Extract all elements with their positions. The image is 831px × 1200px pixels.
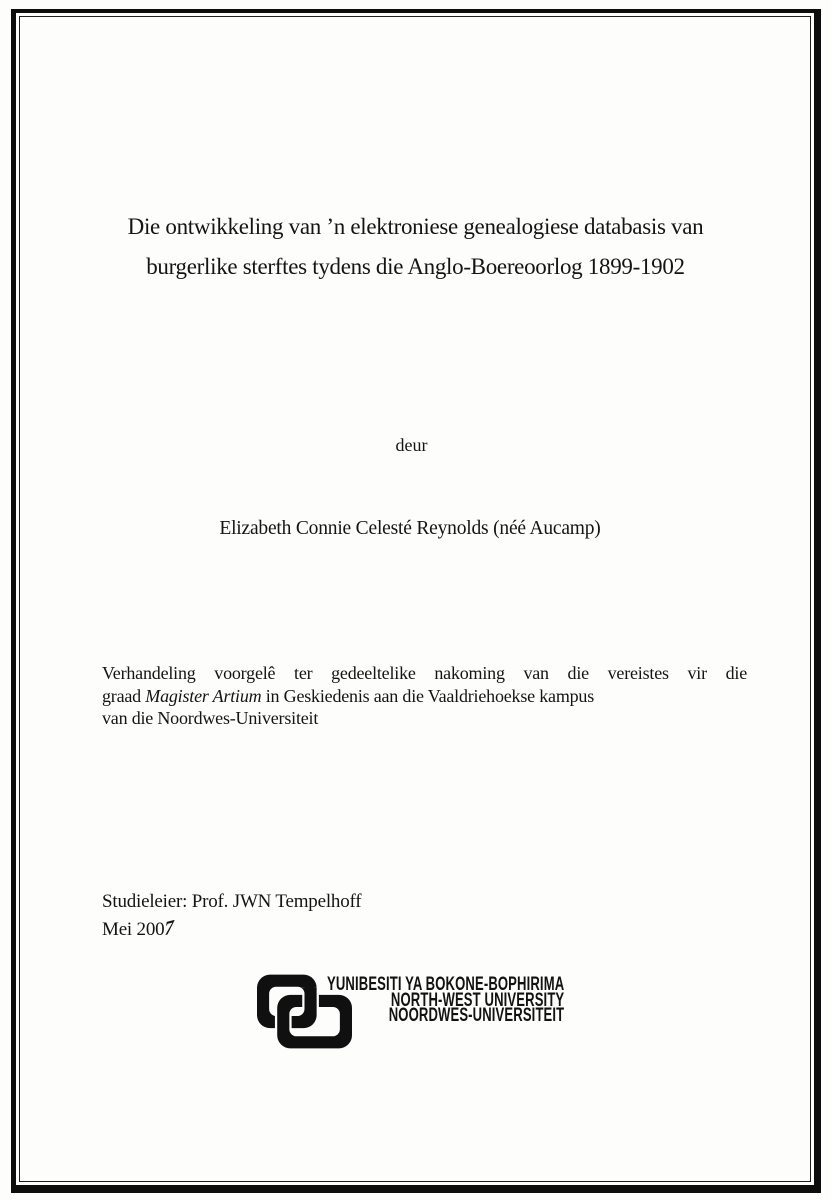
thesis-statement	[102, 662, 747, 730]
author-name: Elizabeth Connie Celesté Reynolds (néé Aucamp)	[219, 518, 601, 539]
statement-line-1: Verhandeling voorgelê ter gedeeltelike nakoming van die vereistes vir die	[102, 663, 747, 683]
date-prefix: Mei 200	[102, 919, 165, 940]
degree-name: Magister Artium	[145, 685, 262, 706]
statement-line-2-post: in Geskiedenis aan die Vaaldriehoekse kampus	[261, 685, 595, 706]
thesis-title	[50, 207, 781, 287]
date-last-digit: 7	[162, 915, 176, 941]
nwu-logo-wordmark	[327, 973, 565, 1026]
date-line	[102, 916, 361, 944]
supervisor-line: Studieleier: Prof. JWN Tempelhoff	[102, 891, 362, 912]
statement-line-3: van die Noordwes-Universiteit	[102, 708, 319, 728]
title-line-2: burgerlike sterftes tydens die Anglo-Boereoorlog 1899-1902	[146, 254, 685, 279]
statement-line-2-pre: graad	[102, 685, 146, 706]
logo-line-afrikaans: NOORDWES-UNIVERSITEIT	[388, 1004, 565, 1026]
statement-line-2	[102, 685, 747, 708]
logo-line-setswana: YUNIBESITI YA BOKONE-BOPHIRIMA	[327, 973, 565, 995]
title-line-1: Die ontwikkeling van ’n elektroniese genealogiese databasis van	[127, 214, 704, 239]
supervisor-and-date	[102, 888, 361, 944]
byline-label: deur	[395, 435, 428, 455]
logo-line-english: NORTH-WEST UNIVERSITY	[390, 988, 565, 1011]
